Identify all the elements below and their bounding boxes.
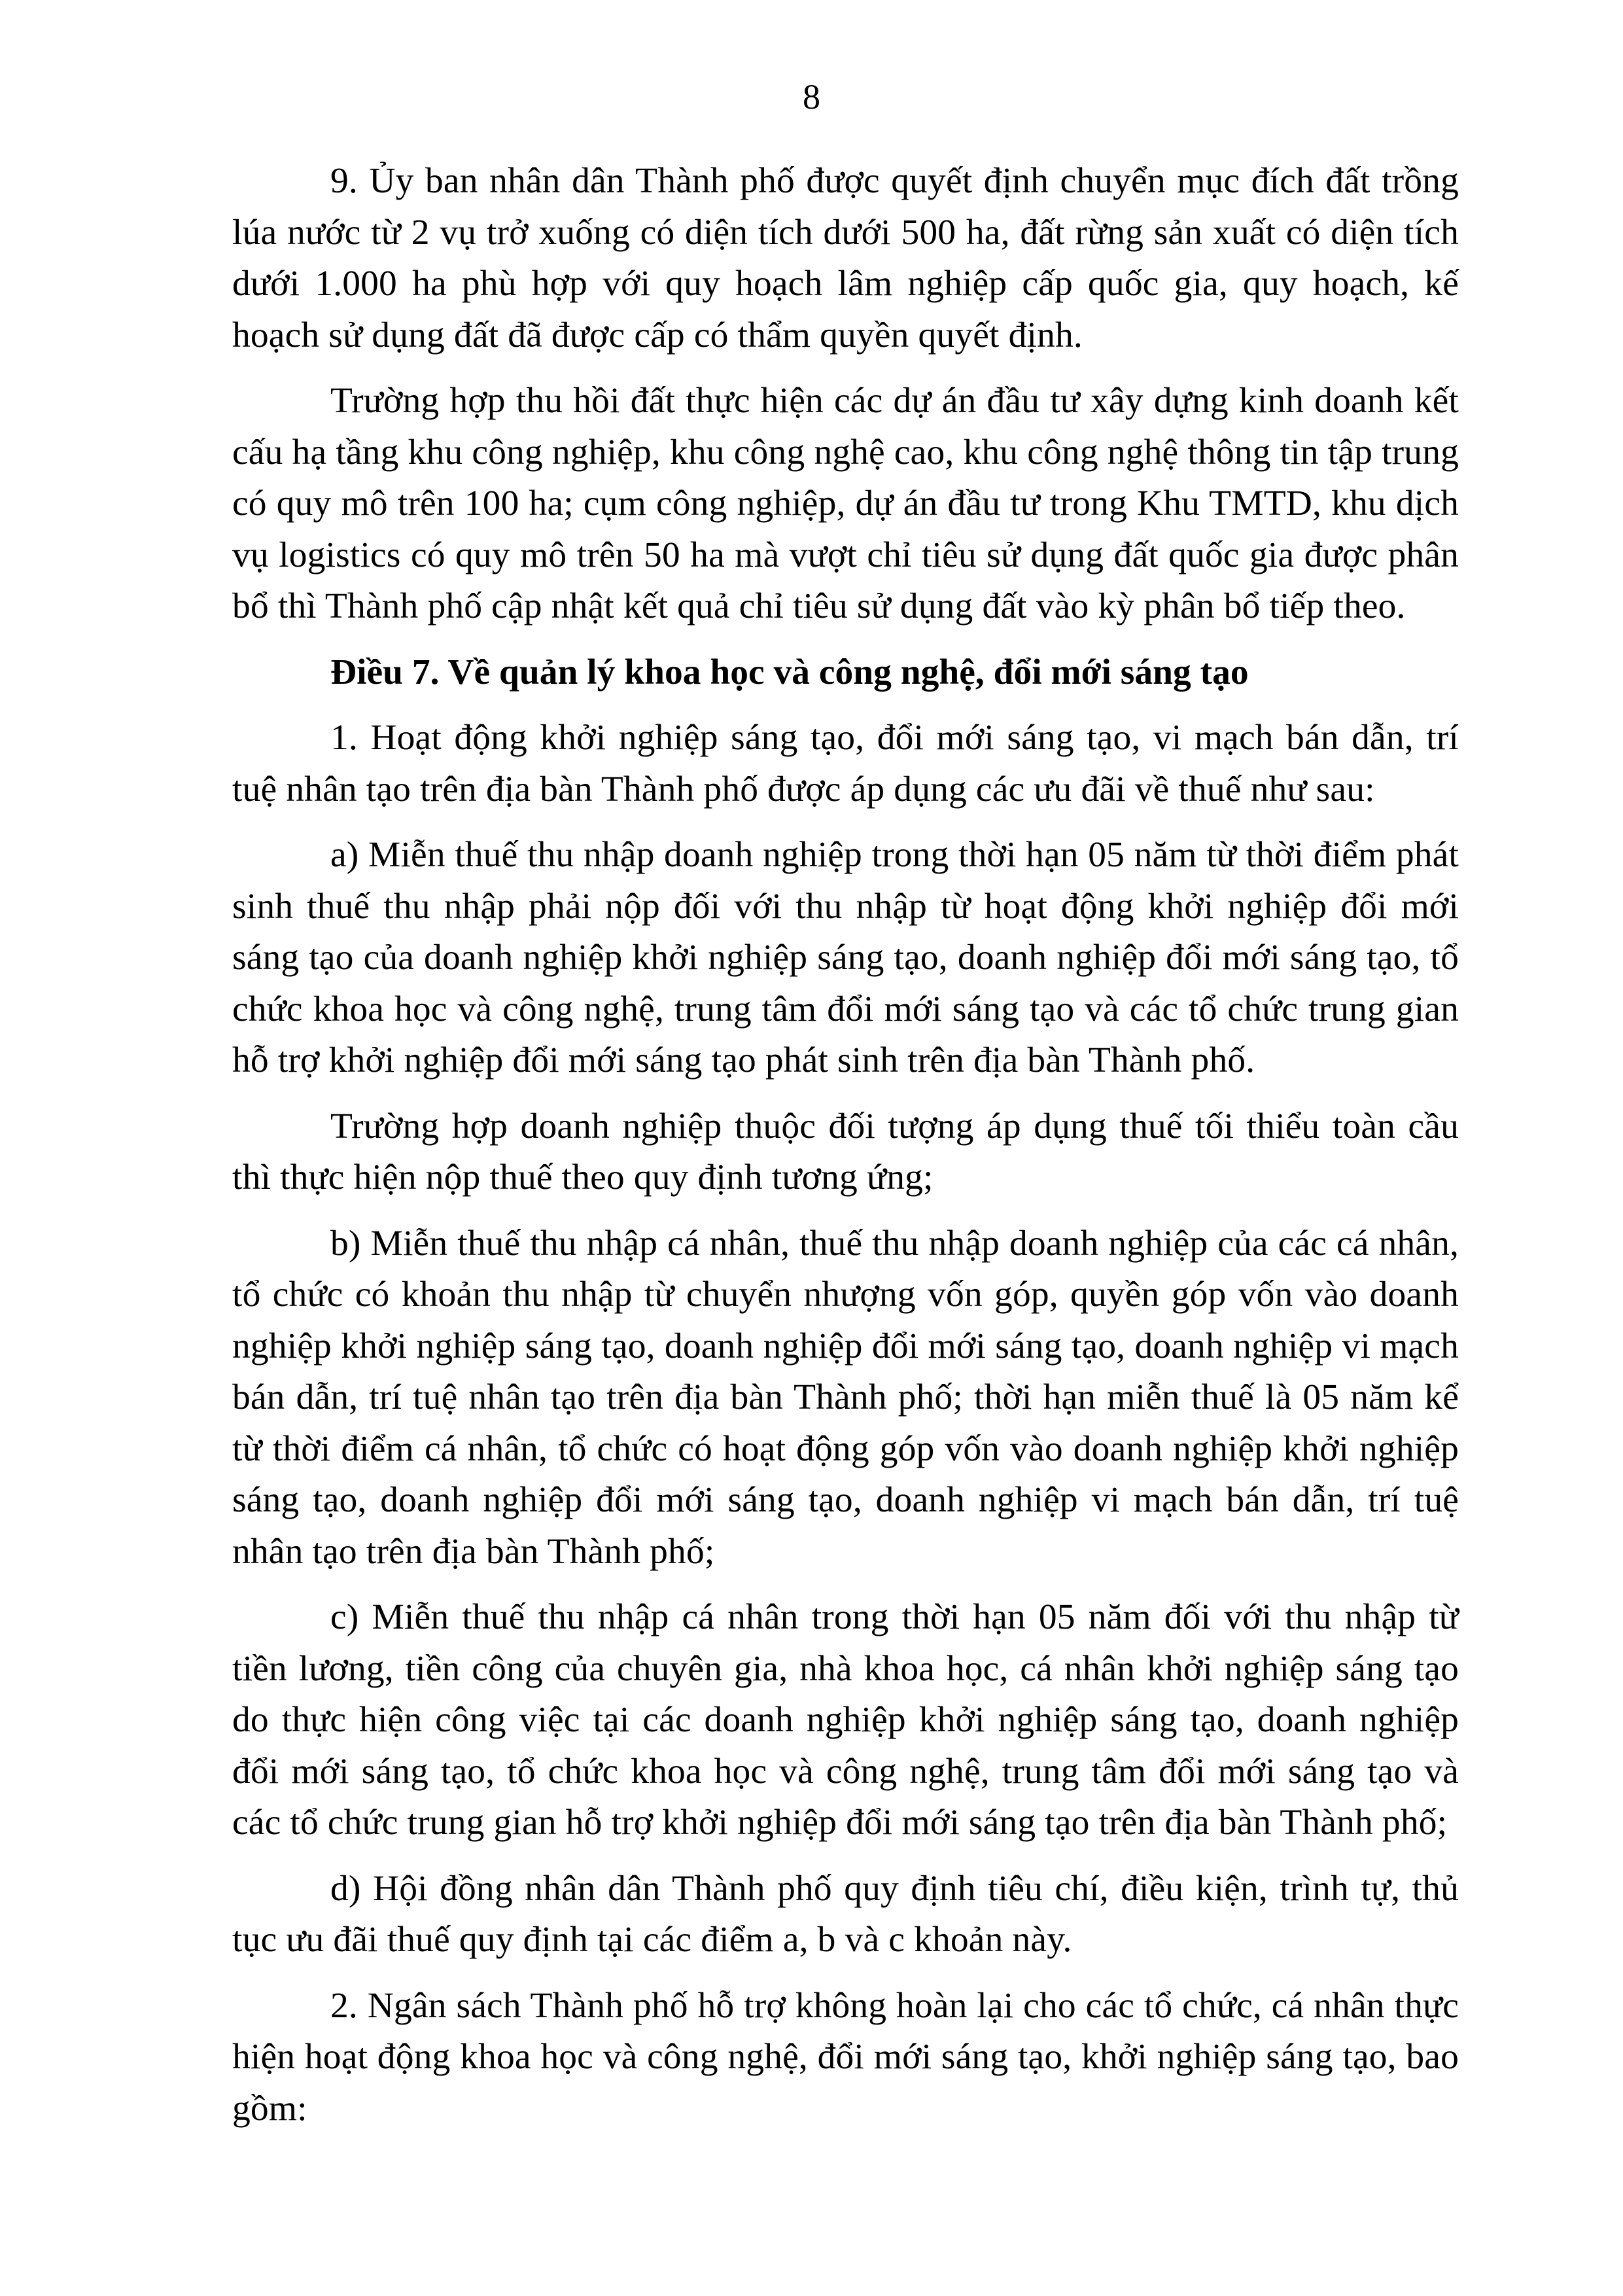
paragraph-clause-1: 1. Hoạt động khởi nghiệp sáng tạo, đổi mới sáng tạo, vi mạch bán dẫn, trí tuệ nhân tạo trên địa bàn Thành phố được áp dụng các ưu đãi về thuế như sau: bbox=[232, 718, 1459, 809]
paragraph-point-a: a) Miễn thuế thu nhập doanh nghiệp trong thời hạn 05 năm từ thời điểm phát sinh thuế thu nhập phải nộp đối với thu nhập từ hoạt động khởi nghiệp đổi mới sáng tạo của doanh nghiệp khởi nghiệp sáng tạo, doanh nghiệp đổi mới sáng tạo, tổ chức khoa học và công nghệ, trung tâm đổi mới sáng tạo và các tổ chức trung gian hỗ trợ khởi nghiệp đổi mới sáng tạo phát sinh trên địa bàn Thành phố. bbox=[232, 835, 1459, 1080]
paragraph-clause-9: 9. Ủy ban nhân dân Thành phố được quyết định chuyển mục đích đất trồng lúa nước từ 2 vụ trở xuống có diện tích dưới 500 ha, đất rừng sản xuất có diện tích dưới 1.000 ha phù hợp với quy hoạch lâm nghiệp cấp quốc gia, quy hoạch, kế hoạch sử dụng đất đã được cấp có thẩm quyền quyết định. bbox=[232, 161, 1459, 355]
article-7-heading: Điều 7. Về quản lý khoa học và công nghệ, đổi mới sáng tạo bbox=[330, 652, 1249, 692]
paragraph-point-c: c) Miễn thuế thu nhập cá nhân trong thời hạn 05 năm đối với thu nhập từ tiền lương, tiền công của chuyên gia, nhà khoa học, cá nhân khởi nghiệp sáng tạo do thực hiện công việc tại các doanh nghiệp khởi nghiệp sáng tạo, doanh nghiệp đổi mới sáng tạo, tổ chức khoa học và công nghệ, trung tâm đổi mới sáng tạo và các tổ chức trung gian hỗ trợ khởi nghiệp đổi mới sáng tạo trên địa bàn Thành phố; bbox=[232, 1597, 1459, 1843]
paragraph-global-minimum-tax: Trường hợp doanh nghiệp thuộc đối tượng áp dụng thuế tối thiểu toàn cầu thì thực hiện nộp thuế theo quy định tương ứng; bbox=[232, 1106, 1459, 1197]
paragraph-point-d: d) Hội đồng nhân dân Thành phố quy định tiêu chí, điều kiện, trình tự, thủ tục ưu đãi thuế quy định tại các điểm a, b và c khoản này. bbox=[232, 1868, 1459, 1960]
paragraph-clause-2: 2. Ngân sách Thành phố hỗ trợ không hoàn lại cho các tổ chức, cá nhân thực hiện hoạt động khoa học và công nghệ, đổi mới sáng tạo, khởi nghiệp sáng tạo, bao gồm: bbox=[232, 1985, 1459, 2128]
paragraph-land-recovery: Trường hợp thu hồi đất thực hiện các dự án đầu tư xây dựng kinh doanh kết cấu hạ tầng khu công nghiệp, khu công nghệ cao, khu công nghệ thông tin tập trung có quy mô trên 100 ha; cụm công nghiệp, dự án đầu tư trong Khu TMTD, khu dịch vụ logistics có quy mô trên 50 ha mà vượt chỉ tiêu sử dụng đất quốc gia được phân bổ thì Thành phố cập nhật kết quả chỉ tiêu sử dụng đất vào kỳ phân bổ tiếp theo. bbox=[232, 381, 1459, 626]
document-body bbox=[232, 156, 1459, 2149]
paragraph-point-b: b) Miễn thuế thu nhập cá nhân, thuế thu nhập doanh nghiệp của các cá nhân, tổ chức có khoản thu nhập từ chuyển nhượng vốn góp, quyền góp vốn vào doanh nghiệp khởi nghiệp sáng tạo, doanh nghiệp đổi mới sáng tạo, doanh nghiệp vi mạch bán dẫn, trí tuệ nhân tạo trên địa bàn Thành phố; thời hạn miễn thuế là 05 năm kể từ thời điểm cá nhân, tổ chức có hoạt động góp vốn vào doanh nghiệp khởi nghiệp sáng tạo, doanh nghiệp đổi mới sáng tạo, doanh nghiệp vi mạch bán dẫn, trí tuệ nhân tạo trên địa bàn Thành phố; bbox=[232, 1223, 1459, 1572]
page-number: 8 bbox=[803, 77, 820, 116]
